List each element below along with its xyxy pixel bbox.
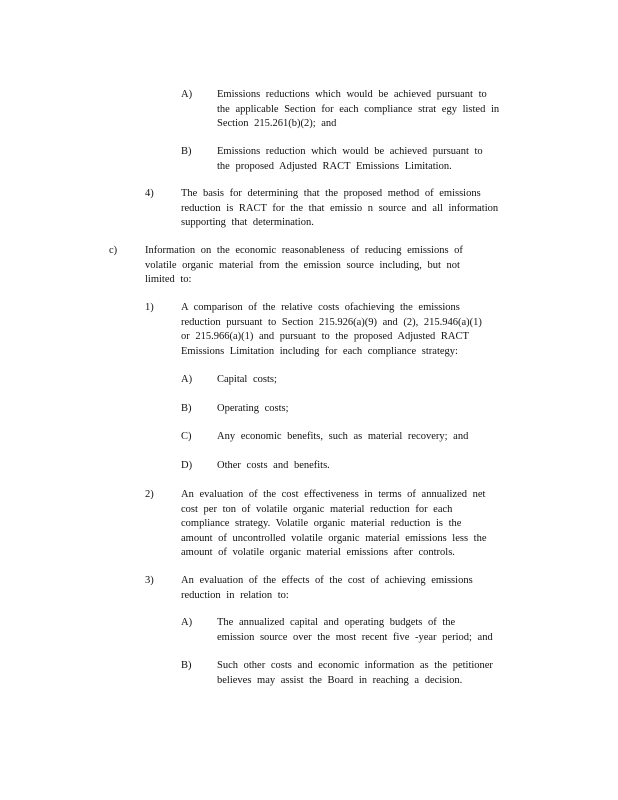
item-label: B) <box>181 660 192 671</box>
text-line: amount of uncontrolled volatile organic material emissions less the <box>181 532 487 544</box>
text-line: Any economic benefits, such as material recovery; and <box>217 431 469 442</box>
text-line: Such other costs and economic information as the petitioner <box>217 660 493 671</box>
item-text <box>181 187 498 231</box>
text-line: supporting that determination. <box>181 217 314 228</box>
text-line: An evaluation of the effects of the cost of achieving emissions <box>181 575 473 586</box>
item-text <box>217 430 468 445</box>
item-text <box>217 459 330 474</box>
item-label: B) <box>181 403 192 414</box>
text-line: Operating costs; <box>217 403 289 414</box>
text-line: volatile organic material from the emission source including, but not <box>145 259 460 271</box>
item-label: 1) <box>145 302 154 313</box>
text-line: Emissions reductions which would be achieved pursuant to <box>217 89 487 100</box>
item-label: D) <box>181 460 193 471</box>
text-line: Section 215.261(b)(2); and <box>217 118 337 129</box>
text-line: Information on the economic reasonableness of reducing emissions of <box>145 245 463 256</box>
item-text <box>217 616 493 645</box>
item-label: 3) <box>145 575 154 586</box>
text-line: reduction in relation to: <box>181 589 289 601</box>
item-label: 2) <box>145 489 154 500</box>
item-text <box>217 88 499 132</box>
item-text <box>145 244 463 288</box>
item-label: C) <box>181 431 192 442</box>
item-label: A) <box>181 89 193 100</box>
item-label: c) <box>109 245 118 256</box>
text-line: the proposed Adjusted RACT Emissions Limitation. <box>217 160 452 172</box>
item-text <box>181 574 473 603</box>
text-line: The annualized capital and operating budgets of the <box>217 617 456 628</box>
text-line: The basis for determining that the proposed method of emissions <box>181 188 481 199</box>
item-text <box>217 373 277 388</box>
text-line: reduction is RACT for the that emissio n source and all information <box>181 202 499 214</box>
text-line: Capital costs; <box>217 374 277 385</box>
text-line: limited to: <box>145 274 192 285</box>
text-line: reduction pursuant to Section 215.926(a)(9) and (2), 215.946(a)(1) <box>181 316 482 328</box>
text-line: An evaluation of the cost effectiveness in terms of annualized net <box>181 489 486 500</box>
text-line: Emissions Limitation including for each compliance strategy: <box>181 345 458 357</box>
item-text <box>181 488 487 561</box>
item-label: B) <box>181 146 192 157</box>
text-line: amount of volatile organic material emissions after controls. <box>181 547 455 558</box>
text-line: believes may assist the Board in reaching a decision. <box>217 674 463 686</box>
item-text <box>217 659 493 688</box>
text-line: the applicable Section for each compliance strat egy listed in <box>217 103 500 115</box>
text-line: Emissions reduction which would be achieved pursuant to <box>217 146 483 157</box>
text-line: compliance strategy. Volatile organic material reduction is the <box>181 518 462 529</box>
item-text <box>181 301 482 359</box>
text-line: or 215.966(a)(1) and pursuant to the proposed Adjusted RACT <box>181 331 469 342</box>
text-line: Other costs and benefits. <box>217 460 330 471</box>
item-text <box>217 145 483 174</box>
item-label: 4) <box>145 188 154 199</box>
item-text <box>217 402 289 417</box>
text-line: emission source over the most recent five -year period; and <box>217 631 493 643</box>
text-line: A comparison of the relative costs ofachieving the emissions <box>181 302 460 313</box>
item-label: A) <box>181 617 193 628</box>
item-label: A) <box>181 374 193 385</box>
text-line: cost per ton of volatile organic material reduction for each <box>181 503 453 515</box>
